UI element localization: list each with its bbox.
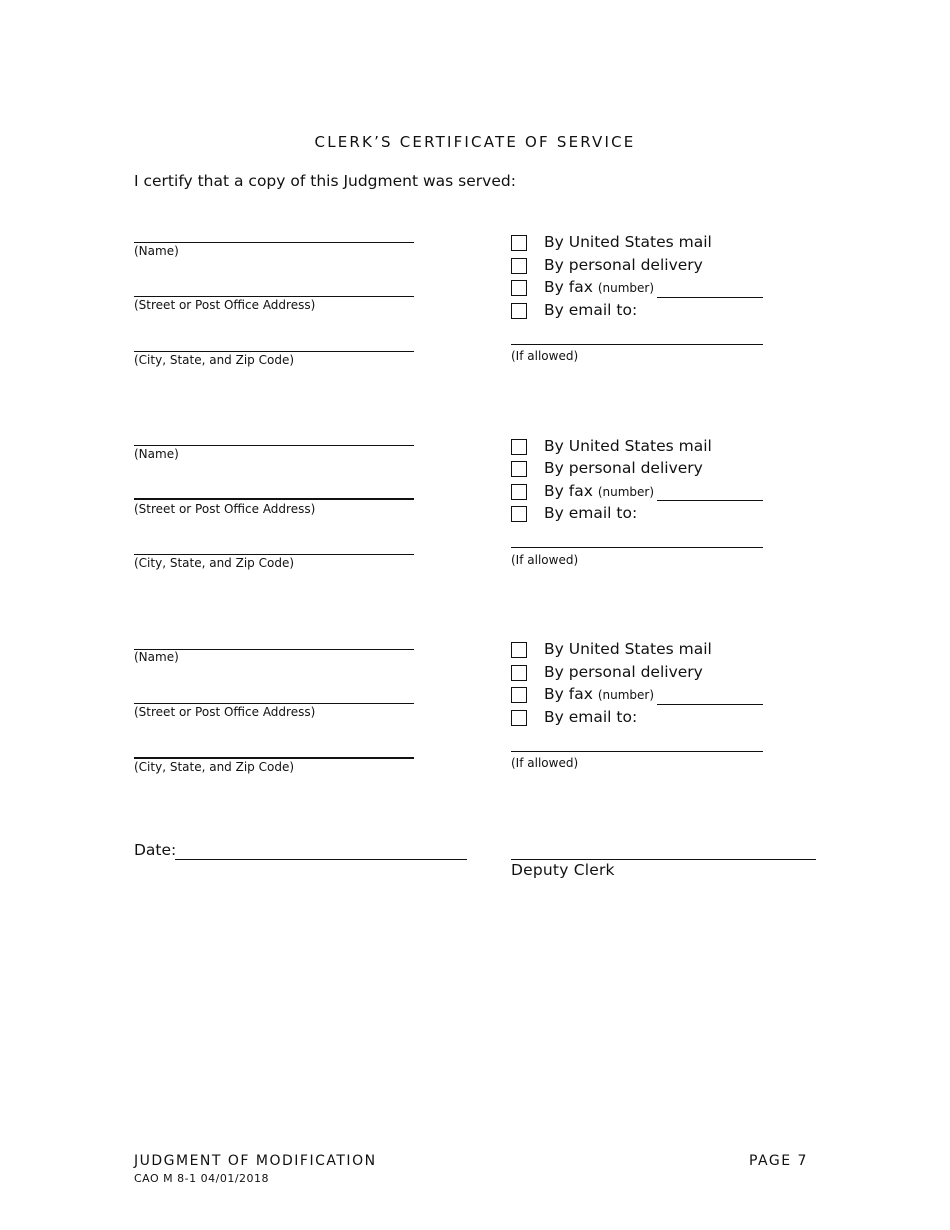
city-caption: (City, State, and Zip Code) (134, 760, 295, 774)
deputy-clerk-label: Deputy Clerk (511, 861, 615, 879)
name-field-1[interactable] (134, 242, 414, 243)
fax-number-hint: (number) (597, 281, 655, 295)
mail-checkbox-3[interactable] (511, 642, 527, 658)
name-caption: (Name) (134, 447, 179, 461)
option-label: By personal delivery (544, 256, 703, 274)
email-checkbox-2[interactable] (511, 506, 527, 522)
name-caption: (Name) (134, 650, 179, 664)
fax-checkbox-2[interactable] (511, 484, 527, 500)
option-label: By United States mail (544, 640, 712, 658)
fax-number-field-3[interactable] (657, 704, 763, 705)
street-caption: (Street or Post Office Address) (134, 705, 316, 719)
if-allowed-caption: (If allowed) (511, 756, 579, 770)
fax-number-field-2[interactable] (657, 500, 763, 501)
option-label: By email to: (544, 504, 638, 522)
city-caption: (City, State, and Zip Code) (134, 556, 295, 570)
street-caption: (Street or Post Office Address) (134, 502, 316, 516)
option-label: By personal delivery (544, 459, 703, 477)
email-checkbox-1[interactable] (511, 303, 527, 319)
footer-page-number: PAGE 7 (749, 1153, 808, 1169)
email-field-3[interactable] (511, 751, 763, 752)
certificate-title: CLERK’S CERTIFICATE OF SERVICE (314, 133, 636, 151)
name-field-2[interactable] (134, 445, 414, 446)
date-label: Date: (134, 841, 177, 859)
fax-number-field-1[interactable] (657, 297, 763, 298)
mail-checkbox-2[interactable] (511, 439, 527, 455)
option-label: By United States mail (544, 233, 712, 251)
name-caption: (Name) (134, 244, 179, 258)
personal-checkbox-3[interactable] (511, 665, 527, 681)
fax-number-hint: (number) (597, 485, 655, 499)
city-caption: (City, State, and Zip Code) (134, 353, 295, 367)
footer-form-code: CAO M 8-1 04/01/2018 (134, 1172, 270, 1185)
clerk-signature-field[interactable] (511, 859, 816, 860)
fax-checkbox-1[interactable] (511, 280, 527, 296)
city-field-1[interactable] (134, 351, 414, 352)
option-label: By personal delivery (544, 663, 703, 681)
street-field-1[interactable] (134, 296, 414, 297)
email-field-2[interactable] (511, 547, 763, 548)
if-allowed-caption: (If allowed) (511, 349, 579, 363)
option-label: By fax (544, 685, 593, 703)
fax-checkbox-3[interactable] (511, 687, 527, 703)
date-field[interactable] (175, 859, 467, 860)
city-field-3[interactable] (134, 757, 414, 759)
option-label: By United States mail (544, 437, 712, 455)
fax-number-hint: (number) (597, 688, 655, 702)
mail-checkbox-1[interactable] (511, 235, 527, 251)
option-label: By email to: (544, 708, 638, 726)
option-label: By fax (544, 278, 593, 296)
personal-checkbox-2[interactable] (511, 461, 527, 477)
street-field-3[interactable] (134, 703, 414, 704)
if-allowed-caption: (If allowed) (511, 553, 579, 567)
certification-statement: I certify that a copy of this Judgment was served: (134, 172, 516, 190)
footer-document-title: JUDGMENT OF MODIFICATION (134, 1153, 377, 1169)
email-checkbox-3[interactable] (511, 710, 527, 726)
option-label: By fax (544, 482, 593, 500)
city-field-2[interactable] (134, 554, 414, 555)
street-caption: (Street or Post Office Address) (134, 298, 316, 312)
street-field-2[interactable] (134, 498, 414, 500)
personal-checkbox-1[interactable] (511, 258, 527, 274)
email-field-1[interactable] (511, 344, 763, 345)
option-label: By email to: (544, 301, 638, 319)
